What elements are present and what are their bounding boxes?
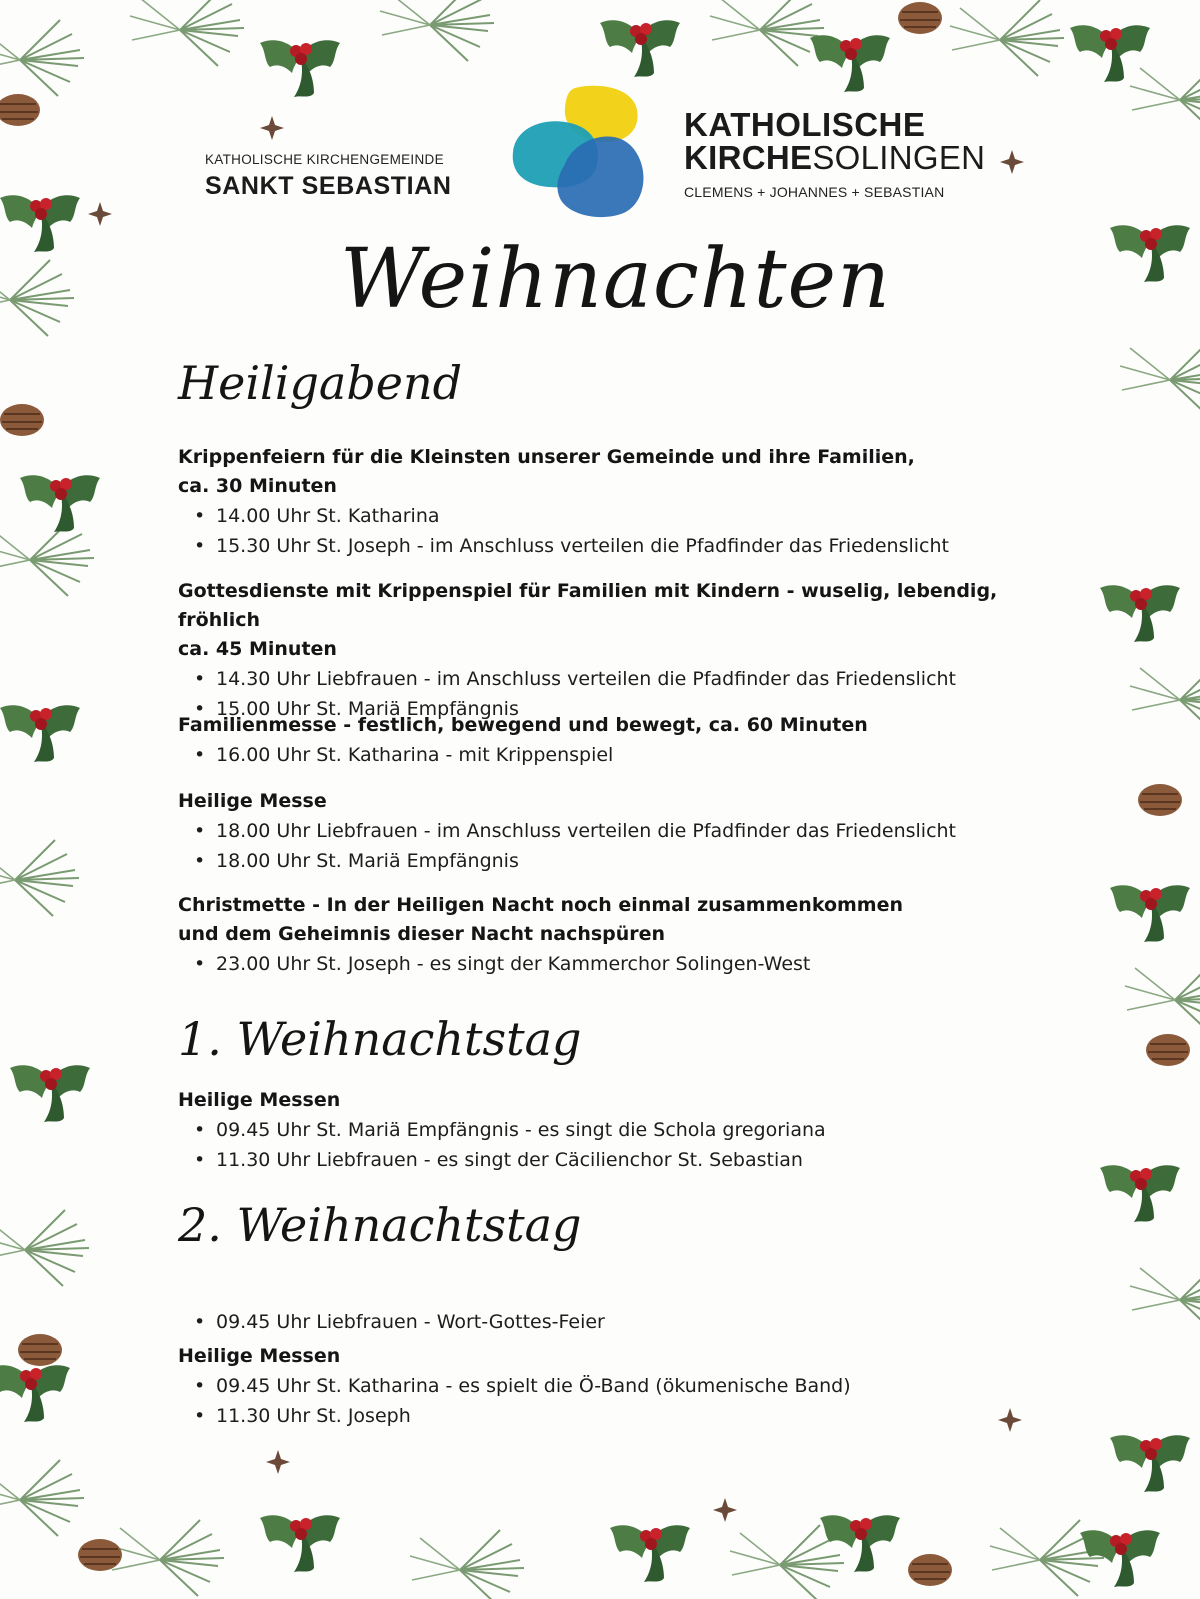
diocese-line-3: CLEMENS + JOHANNES + SEBASTIAN <box>684 184 945 200</box>
group-krippenspiel <box>178 577 1078 724</box>
parish-title: SANKT SEBASTIAN <box>205 172 452 200</box>
list-item: • 09.45 Uhr St. Mariä Empfängnis - es singt die Schola gregoriana <box>216 1115 1078 1145</box>
group-krippenfeiern <box>178 443 1078 561</box>
list-item: • 23.00 Uhr St. Joseph - es singt der Kammerchor Solingen-West <box>216 949 1078 979</box>
group-heading: Heilige Messe <box>178 790 327 812</box>
list-item: • 18.00 Uhr St. Mariä Empfängnis <box>216 846 1078 876</box>
parish-name <box>205 152 452 201</box>
group-heading: Krippenfeiern für die Kleinsten unserer Gemeinde und ihre Familien, <box>178 446 915 468</box>
list-item: • 11.30 Uhr Liebfrauen - es singt der Cäcilienchor St. Sebastian <box>216 1145 1078 1175</box>
group-heilige-messen-1 <box>178 1086 1078 1175</box>
group-christmette <box>178 891 1078 979</box>
group-heading-2: ca. 30 Minuten <box>178 475 337 497</box>
diocese-name <box>684 108 985 200</box>
list-item: • 14.30 Uhr Liebfrauen - im Anschluss verteilen die Pfadfinder das Friedenslicht <box>216 664 1078 694</box>
section-title-heiligabend: Heiligabend <box>178 356 463 410</box>
list-item: • 11.30 Uhr St. Joseph <box>216 1401 1078 1431</box>
diocese-line-2 <box>684 141 985 175</box>
diocese-line-2-regular: SOLINGEN <box>812 139 986 176</box>
page-title: Weihnachten <box>340 232 891 327</box>
diocese-line-2-bold: KIRCHE <box>684 139 813 176</box>
logo <box>505 82 665 222</box>
section-title-1-weihnachtstag: 1. Weihnachtstag <box>178 1012 582 1066</box>
group-familienmesse <box>178 711 1078 770</box>
list-item: • 18.00 Uhr Liebfrauen - im Anschluss verteilen die Pfadfinder das Friedenslicht <box>216 816 1078 846</box>
list-item: • 16.00 Uhr St. Katharina - mit Krippenspiel <box>216 740 1078 770</box>
group-heilige-messe <box>178 787 1078 876</box>
group-heading-2: und dem Geheimnis dieser Nacht nachspüren <box>178 923 666 945</box>
group-heilige-messen-2 <box>178 1342 1078 1431</box>
list-item: • 14.00 Uhr St. Katharina <box>216 501 1078 531</box>
parish-subtitle: KATHOLISCHE KIRCHENGEMEINDE <box>205 152 444 167</box>
list-item: • 15.30 Uhr St. Joseph - im Anschluss verteilen die Pfadfinder das Friedenslicht <box>216 531 1078 561</box>
diocese-line-1: KATHOLISCHE <box>684 106 926 143</box>
group-heading: Familienmesse - festlich, bewegend und bewegt, ca. 60 Minuten <box>178 714 868 736</box>
group-wort-gottes-feier <box>178 1307 1078 1337</box>
list-item: • 09.45 Uhr Liebfrauen - Wort-Gottes-Feier <box>216 1307 1078 1337</box>
group-heading: Heilige Messen <box>178 1089 341 1111</box>
section-title-2-weihnachtstag: 2. Weihnachtstag <box>178 1198 582 1252</box>
group-heading-2: ca. 45 Minuten <box>178 638 337 660</box>
group-heading: Gottesdienste mit Krippenspiel für Familien mit Kindern - wuselig, lebendig, fröhlich <box>178 580 998 631</box>
group-heading: Heilige Messen <box>178 1345 341 1367</box>
group-heading: Christmette - In der Heiligen Nacht noch einmal zusammenkommen <box>178 894 904 916</box>
list-item: • 09.45 Uhr St. Katharina - es spielt die Ö-Band (ökumenische Band) <box>216 1371 1078 1401</box>
list-item: • 15.00 Uhr St. Mariä Empfängnis <box>216 694 1078 724</box>
